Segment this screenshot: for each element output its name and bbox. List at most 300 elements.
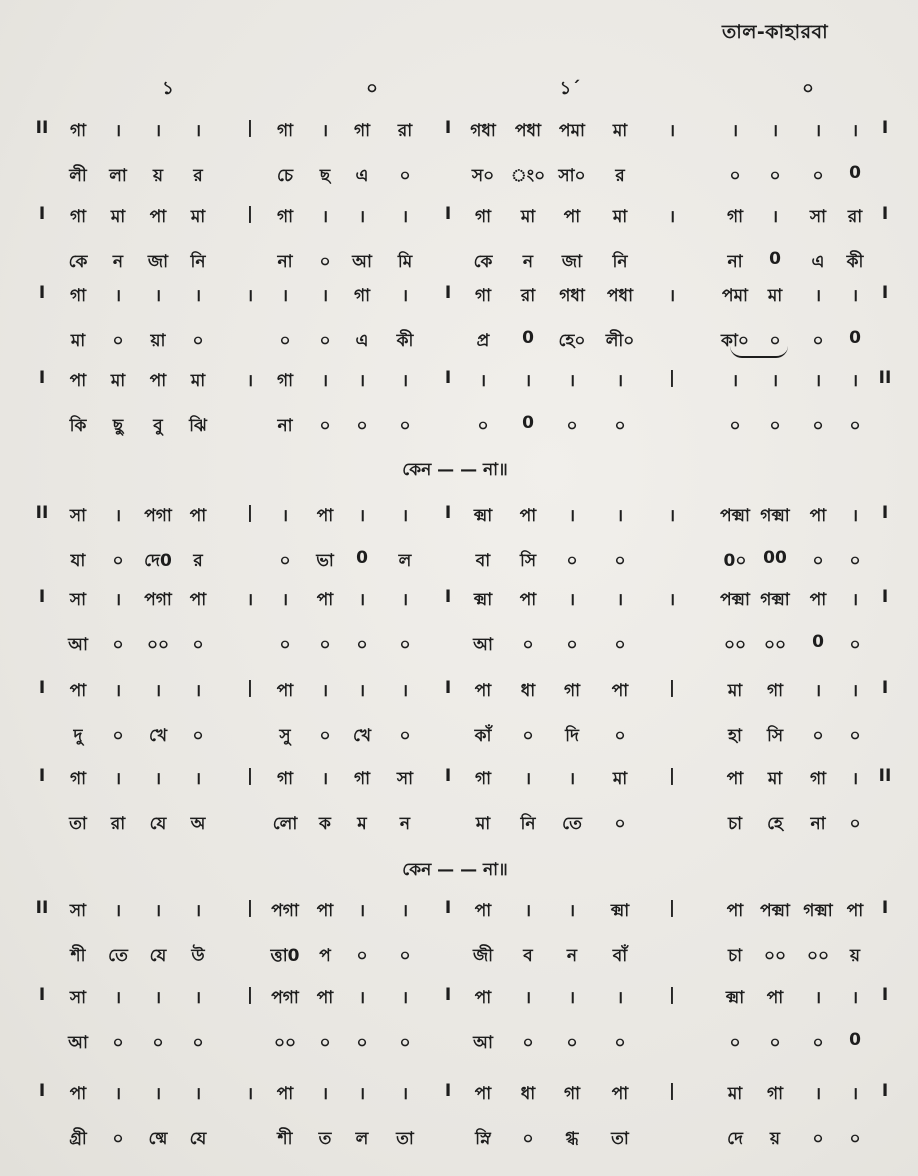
note-token: । <box>851 1084 859 1104</box>
note-token: সা <box>69 988 87 1008</box>
lyric-syllable: কী <box>396 331 414 351</box>
lyric-syllable: ০ <box>356 635 368 655</box>
note-token: । <box>358 1084 366 1104</box>
lyric-syllable: ০ <box>614 551 626 571</box>
note-token: I <box>38 587 46 607</box>
note-token: । <box>851 506 859 526</box>
lyric-syllable: হে০ <box>558 331 586 351</box>
note-token: । <box>321 1084 329 1104</box>
note-token: গা <box>69 286 87 306</box>
lyric-syllable: ০ <box>849 416 861 436</box>
note-token: | <box>668 1081 676 1101</box>
note-token: । <box>771 371 779 391</box>
note-token: । <box>401 286 409 306</box>
note-token: । <box>668 207 676 227</box>
note-token: । <box>814 1084 822 1104</box>
note-token: | <box>668 766 676 786</box>
lyric-syllable: খে <box>352 726 372 746</box>
note-token: পা <box>69 681 87 701</box>
lyric-syllable: যে <box>189 1129 207 1149</box>
note-token: । <box>814 371 822 391</box>
lyric-syllable: তা <box>69 814 87 834</box>
lyric-syllable: কি <box>69 416 87 436</box>
note-token: । <box>321 371 329 391</box>
lyric-syllable: দে0 <box>144 551 172 571</box>
lyric-syllable: চে <box>276 166 294 186</box>
lyric-syllable: লী০ <box>605 331 635 351</box>
note-token: পা <box>563 207 581 227</box>
lyric-syllable: ০০ <box>273 1033 297 1053</box>
note-token: । <box>321 769 329 789</box>
note-token: পা <box>316 988 334 1008</box>
note-token: । <box>321 286 329 306</box>
lyric-syllable: না <box>277 416 293 436</box>
note-token: I <box>881 985 889 1005</box>
lyric-syllable: ০ <box>566 1033 578 1053</box>
lyric-syllable: ০০ <box>763 635 787 655</box>
lyric-syllable: ০ <box>319 416 331 436</box>
note-token: । <box>401 207 409 227</box>
lyric-syllable: ০ <box>112 635 124 655</box>
lyric-syllable: কে <box>68 252 88 272</box>
lyric-syllable: ০ <box>112 1129 124 1149</box>
note-token: পধা <box>607 286 633 306</box>
lyric-syllable: গ্রী <box>69 1129 87 1149</box>
note-token: । <box>851 769 859 789</box>
lyric-syllable: আ <box>473 1033 493 1053</box>
lyric-syllable: চা <box>727 814 743 834</box>
note-token: গা <box>353 769 371 789</box>
lyric-syllable: 0 <box>849 328 861 348</box>
lyric-syllable: য় <box>769 1129 781 1149</box>
lyric-syllable: ০ <box>399 416 411 436</box>
note-token: I <box>881 587 889 607</box>
lyric-syllable: 0 <box>812 632 824 652</box>
note-token: I <box>881 204 889 224</box>
note-token: । <box>154 121 162 141</box>
note-token: | <box>246 766 254 786</box>
lyric-syllable: ০ <box>192 635 204 655</box>
note-token: সা <box>809 207 827 227</box>
note-token: । <box>154 988 162 1008</box>
note-token: গা <box>353 286 371 306</box>
lyric-syllable: তে <box>108 946 128 966</box>
note-token: গধা <box>559 286 585 306</box>
lyric-syllable: 0০ <box>723 551 747 571</box>
note-token: পা <box>69 1084 87 1104</box>
note-token: । <box>668 590 676 610</box>
refrain-line: কেন — — না॥ <box>402 460 508 480</box>
note-token: গক্মা <box>760 506 790 526</box>
note-token: । <box>358 901 366 921</box>
note-token: পা <box>69 371 87 391</box>
note-token: । <box>771 207 779 227</box>
lyric-syllable: এ <box>355 331 369 351</box>
note-token: । <box>851 681 859 701</box>
note-token: । <box>731 371 739 391</box>
lyric-syllable: য়া <box>150 331 166 351</box>
lyric-syllable: আ <box>473 635 493 655</box>
lyric-syllable: ০০ <box>723 635 747 655</box>
note-token: I <box>38 678 46 698</box>
lyric-syllable: ০ <box>399 726 411 746</box>
lyric-syllable: ০ <box>849 726 861 746</box>
note-token: I <box>444 766 452 786</box>
lyric-syllable: ০ <box>319 252 331 272</box>
lyric-syllable: ০ <box>112 726 124 746</box>
lyric-syllable: ং০ <box>510 166 546 186</box>
lyric-syllable: ০ <box>614 416 626 436</box>
lyric-syllable: ০০ <box>763 946 787 966</box>
lyric-syllable: নি <box>520 814 536 834</box>
note-token: । <box>851 590 859 610</box>
lyric-syllable: ০ <box>812 166 824 186</box>
note-token: মা <box>727 681 743 701</box>
lyric-syllable: বা <box>475 551 491 571</box>
note-token: । <box>114 681 122 701</box>
lyric-syllable: ব <box>523 946 533 966</box>
lyric-syllable: ০ <box>522 1129 534 1149</box>
lyric-syllable: ত্তা0 <box>270 946 300 966</box>
note-token: I <box>881 118 889 138</box>
note-token: পা <box>726 769 744 789</box>
lyric-syllable: ০ <box>319 331 331 351</box>
note-token: সা <box>396 769 414 789</box>
lyric-syllable: র <box>615 166 625 186</box>
lyric-syllable: ০ <box>522 635 534 655</box>
note-token: । <box>616 590 624 610</box>
lyric-syllable: 0 <box>522 413 534 433</box>
beat-marker: ০ <box>802 78 814 99</box>
note-token: । <box>524 371 532 391</box>
note-token: II <box>878 766 892 786</box>
note-token: ধা <box>520 681 536 701</box>
note-token: পক্মা <box>720 590 750 610</box>
note-token: । <box>358 506 366 526</box>
lyric-syllable: আ <box>68 635 88 655</box>
note-token: II <box>35 118 49 138</box>
lyric-syllable: অ <box>190 814 206 834</box>
note-token: । <box>281 506 289 526</box>
lyric-syllable: ০ <box>614 1033 626 1053</box>
note-token: । <box>771 121 779 141</box>
lyric-syllable: ০ <box>566 551 578 571</box>
lyric-syllable: জা <box>561 252 583 272</box>
lyric-syllable: ০ <box>522 726 534 746</box>
tal-heading: তাল-কাহারবা <box>722 21 829 43</box>
note-token: রা <box>397 121 413 141</box>
note-token: I <box>38 283 46 303</box>
note-token: । <box>401 371 409 391</box>
lyric-syllable: র <box>193 551 203 571</box>
note-token: । <box>194 988 202 1008</box>
note-token: । <box>114 769 122 789</box>
lyric-syllable: চা <box>727 946 743 966</box>
note-token: I <box>444 898 452 918</box>
lyric-syllable: দু <box>73 726 83 746</box>
note-token: সা <box>69 506 87 526</box>
note-token: পা <box>189 506 207 526</box>
lyric-syllable: ন <box>112 252 124 272</box>
note-token: । <box>851 121 859 141</box>
note-token: । <box>246 1084 254 1104</box>
lyric-syllable: ছ <box>319 166 331 186</box>
lyric-syllable: ০ <box>614 635 626 655</box>
lyric-syllable: ০ <box>729 1033 741 1053</box>
note-token: গা <box>474 207 492 227</box>
note-token: | <box>668 898 676 918</box>
lyric-syllable: লো <box>272 814 298 834</box>
note-token: । <box>194 681 202 701</box>
lyric-syllable: ন <box>399 814 411 834</box>
note-token: । <box>814 121 822 141</box>
note-token: । <box>194 901 202 921</box>
lyric-syllable: ছু <box>112 416 124 436</box>
note-token: পা <box>474 901 492 921</box>
note-token: গা <box>276 769 294 789</box>
note-token: । <box>154 901 162 921</box>
note-token: I <box>444 283 452 303</box>
note-token: গা <box>69 121 87 141</box>
lyric-syllable: কা০ <box>721 331 749 351</box>
lyric-syllable: ০ <box>356 416 368 436</box>
lyric-syllable: ০ <box>356 1033 368 1053</box>
lyric-syllable: ০ <box>769 166 781 186</box>
lyric-syllable: ০ <box>566 635 578 655</box>
lyric-syllable: এ <box>811 252 825 272</box>
note-token: পগা <box>144 506 172 526</box>
note-token: পমা <box>722 286 748 306</box>
note-token: গা <box>353 121 371 141</box>
lyric-syllable: 0 <box>356 548 368 568</box>
lyric-syllable: ০ <box>112 1033 124 1053</box>
lyric-syllable: জী <box>472 946 494 966</box>
note-token: গক্মা <box>760 590 790 610</box>
lyric-syllable: র <box>193 166 203 186</box>
lyric-syllable: তা <box>396 1129 414 1149</box>
note-token: । <box>851 988 859 1008</box>
lyric-syllable: বু <box>153 416 163 436</box>
note-token: পগা <box>271 988 299 1008</box>
note-token: । <box>281 590 289 610</box>
note-token: গক্মা <box>803 901 833 921</box>
lyric-syllable: যা <box>70 551 86 571</box>
lyric-syllable: সু <box>279 726 291 746</box>
note-token: I <box>444 1081 452 1101</box>
note-token: । <box>568 506 576 526</box>
note-token: । <box>401 681 409 701</box>
note-token: গা <box>474 286 492 306</box>
lyric-syllable: 00 <box>763 548 787 568</box>
note-token: । <box>194 286 202 306</box>
note-token: পা <box>316 590 334 610</box>
note-token: পা <box>519 590 537 610</box>
lyric-syllable: দি <box>565 726 579 746</box>
lyric-syllable: লা <box>109 166 127 186</box>
note-token: II <box>35 503 49 523</box>
note-token: পা <box>809 506 827 526</box>
lyric-syllable: সি <box>519 551 537 571</box>
lyric-syllable: মা <box>475 814 491 834</box>
lyric-syllable: নি <box>190 252 206 272</box>
lyric-syllable: সি <box>766 726 784 746</box>
note-token: I <box>444 678 452 698</box>
note-token: । <box>154 681 162 701</box>
lyric-syllable: ন <box>522 252 534 272</box>
lyric-syllable: ০ <box>769 331 781 351</box>
lyric-syllable: গ্ধ <box>565 1129 579 1149</box>
lyric-syllable: ০ <box>192 726 204 746</box>
lyric-syllable: কী <box>846 252 864 272</box>
lyric-syllable: ০ <box>112 331 124 351</box>
note-token: । <box>194 121 202 141</box>
lyric-syllable: ভা <box>316 551 334 571</box>
note-token: সা <box>69 901 87 921</box>
lyric-syllable: ০ <box>152 1033 164 1053</box>
lyric-syllable: স্নি <box>475 1129 491 1149</box>
note-token: সা <box>69 590 87 610</box>
note-token: I <box>881 898 889 918</box>
note-token: গা <box>563 1084 581 1104</box>
note-token: গধা <box>470 121 496 141</box>
note-token: । <box>568 371 576 391</box>
note-token: । <box>194 769 202 789</box>
note-token: । <box>568 901 576 921</box>
note-token: গা <box>809 769 827 789</box>
lyric-syllable: য় <box>152 166 164 186</box>
note-token: পা <box>149 207 167 227</box>
lyric-syllable: ০ <box>769 416 781 436</box>
note-token: ক্মা <box>725 988 745 1008</box>
note-token: পা <box>149 371 167 391</box>
note-token: গা <box>69 207 87 227</box>
lyric-syllable: ঝি <box>189 416 207 436</box>
lyric-syllable: স০ <box>471 166 495 186</box>
note-token: । <box>358 681 366 701</box>
lyric-syllable: ল <box>398 551 412 571</box>
lyric-syllable: ০ <box>319 635 331 655</box>
lyric-syllable: প্র <box>476 331 490 351</box>
lyric-syllable: ০ <box>522 1033 534 1053</box>
lyric-syllable: ০ <box>849 1129 861 1149</box>
note-token: । <box>246 590 254 610</box>
note-token: I <box>881 678 889 698</box>
lyric-syllable: ০ <box>849 551 861 571</box>
lyric-syllable: শী <box>70 946 86 966</box>
lyric-syllable: 0 <box>849 1030 861 1050</box>
note-token: মা <box>110 207 126 227</box>
note-token: । <box>401 590 409 610</box>
note-token: গা <box>69 769 87 789</box>
note-token: । <box>568 769 576 789</box>
lyric-syllable: তে <box>562 814 582 834</box>
lyric-syllable: ক <box>319 814 331 834</box>
note-token: পা <box>846 901 864 921</box>
lyric-syllable: না <box>727 252 743 272</box>
note-token: ক্মা <box>473 590 493 610</box>
note-token: । <box>194 1084 202 1104</box>
note-token: । <box>668 506 676 526</box>
note-token: | <box>668 678 676 698</box>
lyric-syllable: ল <box>355 1129 369 1149</box>
note-token: | <box>668 368 676 388</box>
lyric-syllable: ০ <box>849 635 861 655</box>
note-token: পা <box>189 590 207 610</box>
lyric-syllable: ০ <box>812 331 824 351</box>
note-token: পা <box>474 988 492 1008</box>
note-token: পা <box>316 901 334 921</box>
lyric-syllable: উ <box>191 946 205 966</box>
lyric-syllable: ০ <box>849 814 861 834</box>
note-token: | <box>246 204 254 224</box>
lyric-syllable: ০ <box>279 331 291 351</box>
note-token: II <box>878 368 892 388</box>
note-token: । <box>814 681 822 701</box>
note-token: । <box>154 769 162 789</box>
note-token: । <box>668 121 676 141</box>
note-token: পা <box>809 590 827 610</box>
note-token: I <box>444 118 452 138</box>
note-token: মা <box>767 769 783 789</box>
note-token: | <box>668 985 676 1005</box>
note-token: । <box>246 286 254 306</box>
lyric-syllable: 0 <box>522 328 534 348</box>
note-token: গা <box>276 121 294 141</box>
note-token: । <box>616 371 624 391</box>
note-token: । <box>114 988 122 1008</box>
note-token: । <box>401 506 409 526</box>
note-token: গা <box>726 207 744 227</box>
note-token: । <box>246 371 254 391</box>
note-token: মা <box>190 207 206 227</box>
lyric-syllable: খে <box>148 726 168 746</box>
beat-marker: ০ <box>366 78 378 99</box>
note-token: গা <box>276 371 294 391</box>
lyric-syllable: ০ <box>566 416 578 436</box>
lyric-syllable: ০০ <box>806 946 830 966</box>
note-token: I <box>444 204 452 224</box>
note-token: | <box>246 503 254 523</box>
lyric-syllable: হা <box>728 726 742 746</box>
lyric-syllable: না <box>277 252 293 272</box>
lyric-syllable: ০ <box>812 1129 824 1149</box>
lyric-syllable: দে <box>727 1129 743 1149</box>
note-token: পগা <box>144 590 172 610</box>
lyric-syllable: প <box>319 946 331 966</box>
note-token: I <box>444 985 452 1005</box>
note-token: I <box>38 204 46 224</box>
note-token: । <box>479 371 487 391</box>
lyric-syllable: ০ <box>729 166 741 186</box>
note-token: । <box>851 286 859 306</box>
slur-mark <box>730 346 788 358</box>
lyric-syllable: শী <box>277 1129 293 1149</box>
note-token: । <box>358 590 366 610</box>
note-token: গা <box>563 681 581 701</box>
note-token: পক্মা <box>720 506 750 526</box>
lyric-syllable: ০ <box>112 551 124 571</box>
note-token: । <box>154 286 162 306</box>
note-token: । <box>814 286 822 306</box>
note-token: পক্মা <box>760 901 790 921</box>
note-token: । <box>114 1084 122 1104</box>
lyric-syllable: ০ <box>614 726 626 746</box>
lyric-syllable: না <box>810 814 826 834</box>
note-token: । <box>114 506 122 526</box>
note-token: । <box>281 286 289 306</box>
note-token: মা <box>520 207 536 227</box>
note-token: । <box>321 121 329 141</box>
